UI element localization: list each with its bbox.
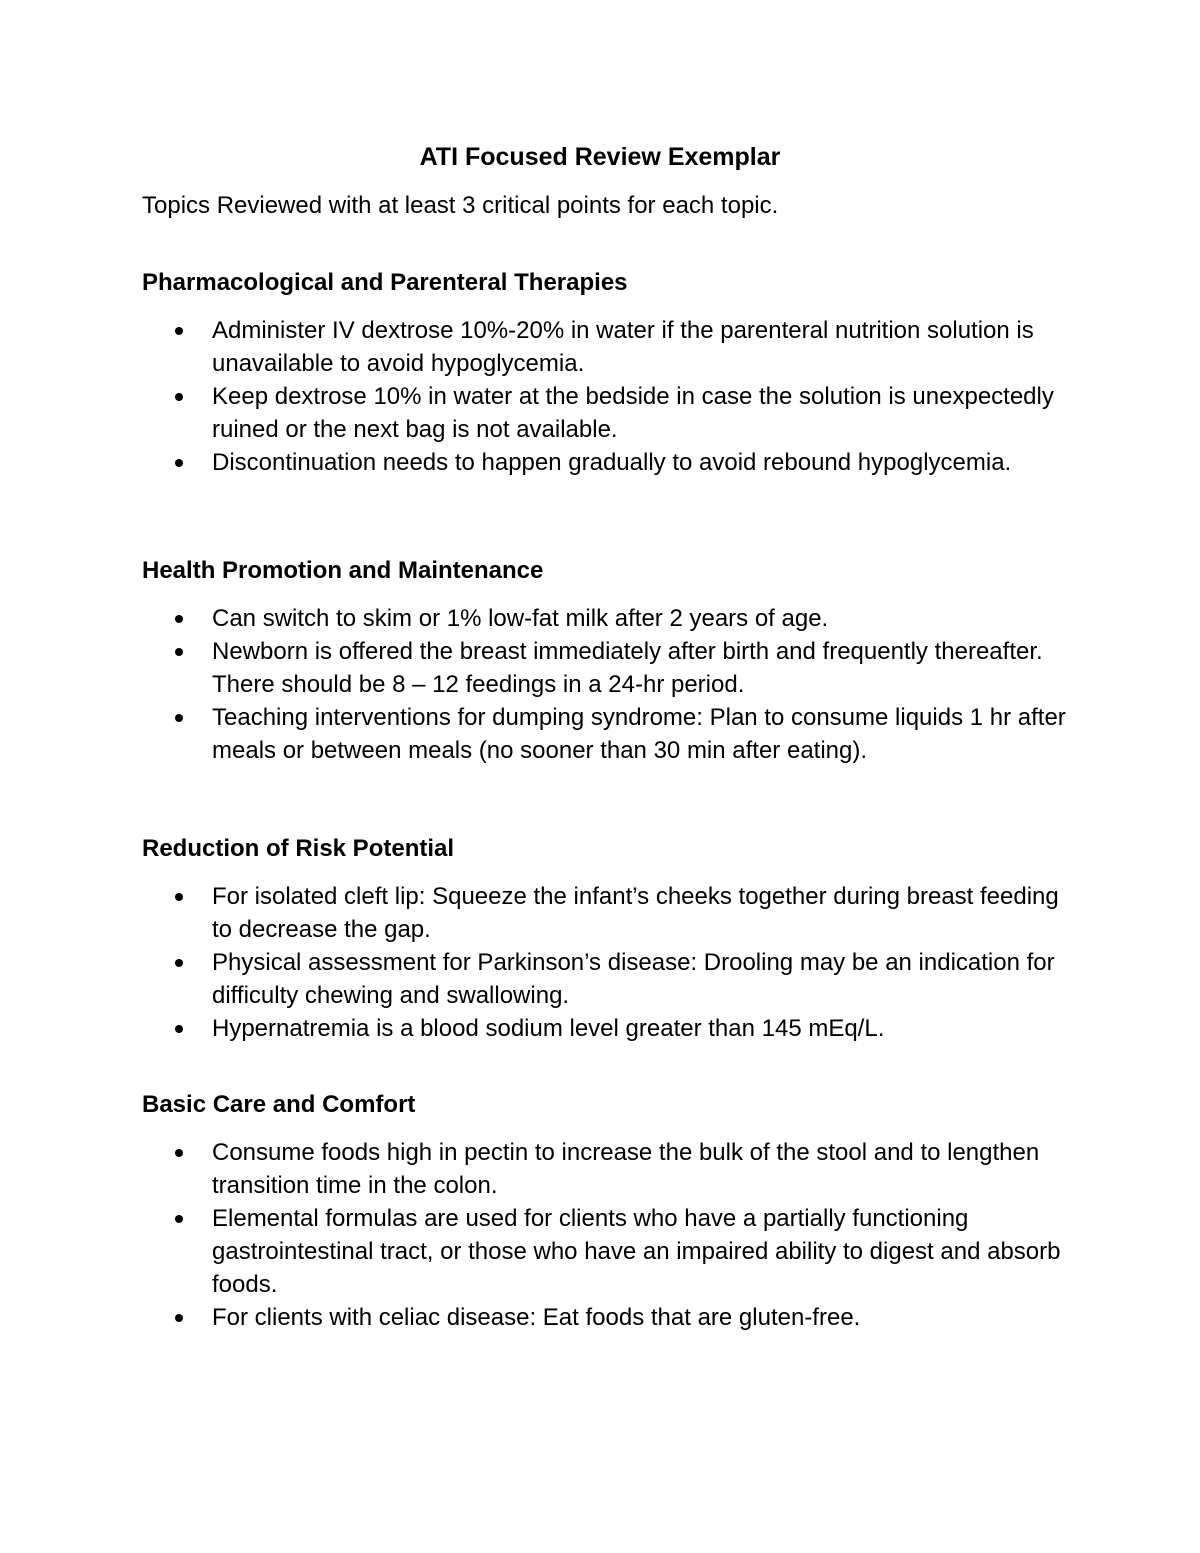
list-item-text: Consume foods high in pectin to increase the bulk of the stool and to lengthen transition time in the colon. [212,1139,1040,1199]
list-item [142,1012,1082,1045]
bullet-icon [175,1149,183,1157]
list-item [142,446,1082,479]
bullet-list [142,314,1082,479]
bullet-icon [175,893,183,901]
bullet-icon [175,615,183,623]
bullet-icon [175,648,183,656]
bullet-list [142,880,1082,1045]
list-item-text: Elemental formulas are used for clients who have a partially functioning gastrointestinal tract, or those who have an impaired ability to digest and absorb foods. [212,1205,1061,1298]
bullet-icon [175,393,183,401]
bullet-icon [175,1314,183,1322]
list-item-text: For clients with celiac disease: Eat foods that are gluten-free. [212,1304,861,1331]
section-heading: Reduction of Risk Potential [142,835,455,862]
bullet-list [142,1136,1082,1334]
list-item-text: Physical assessment for Parkinson’s disease: Drooling may be an indication for difficulty chewing and swallowing. [212,949,1055,1009]
bullet-icon [175,327,183,335]
section-heading: Health Promotion and Maintenance [142,557,544,584]
list-item-text: Teaching interventions for dumping syndrome: Plan to consume liquids 1 hr after meals or between meals (no sooner than 30 min after eating). [212,704,1066,764]
section-health-promotion [142,553,1082,767]
bullet-icon [175,1025,183,1033]
list-item [142,701,1082,767]
section-heading: Basic Care and Comfort [142,1091,416,1118]
list-item [142,946,1082,1012]
intro-text: Topics Reviewed with at least 3 critical points for each topic. [142,192,779,219]
list-item [142,880,1082,946]
list-item [142,314,1082,380]
list-item-text: Newborn is offered the breast immediately after birth and frequently thereafter. There should be 8 – 12 feedings in a 24-hr period. [212,638,1043,698]
list-item [142,380,1082,446]
list-item-text: Keep dextrose 10% in water at the bedside in case the solution is unexpectedly ruined or the next bag is not available. [212,383,1054,443]
bullet-icon [175,1215,183,1223]
list-item [142,1202,1082,1301]
section-basic-care [142,1087,1082,1334]
section-reduction-of-risk [142,831,1082,1045]
list-item-text: Hypernatremia is a blood sodium level greater than 145 mEq/L. [212,1015,885,1042]
bullet-list [142,602,1082,767]
list-item-text: Administer IV dextrose 10%-20% in water if the parenteral nutrition solution is unavailable to avoid hypoglycemia. [212,317,1034,377]
section-pharmacological-therapies [142,265,1082,479]
list-item [142,1301,1082,1334]
bullet-icon [175,714,183,722]
bullet-icon [175,459,183,467]
list-item [142,1136,1082,1202]
list-item-text: Discontinuation needs to happen gradually to avoid rebound hypoglycemia. [212,449,1012,476]
bullet-icon [175,959,183,967]
section-heading: Pharmacological and Parenteral Therapies [142,269,628,296]
document-title: ATI Focused Review Exemplar [419,143,781,171]
list-item-text: For isolated cleft lip: Squeeze the infant’s cheeks together during breast feeding to decrease the gap. [212,883,1059,943]
list-item [142,635,1082,701]
list-item-text: Can switch to skim or 1% low-fat milk after 2 years of age. [212,605,829,632]
list-item [142,602,1082,635]
